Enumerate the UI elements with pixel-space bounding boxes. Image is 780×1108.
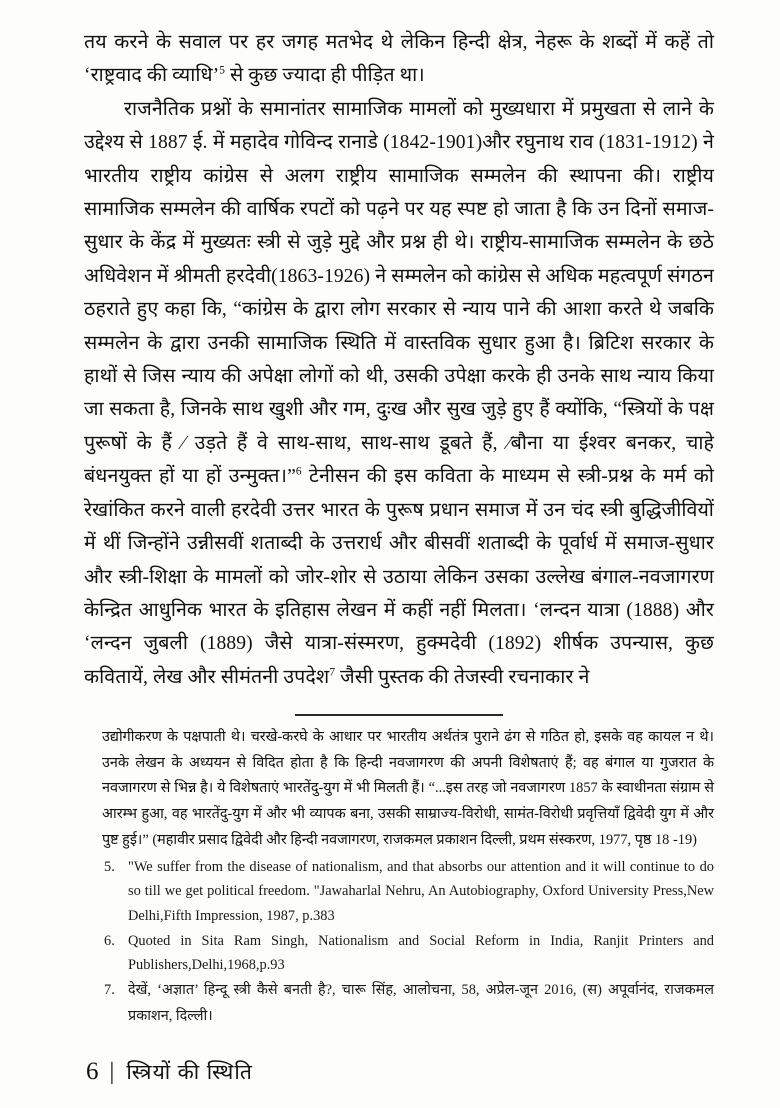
body-text-block [84,26,714,694]
footnote-marker: 7 [329,666,336,679]
footnote-number: 6. [104,932,115,949]
paragraph-2: राजनैतिक प्रश्नों के समानांतर सामाजिक मामलों को मुख्यधारा में प्रमुखता से लाने के उद्देश्य से 1887 ई. में महादेव गोविन्द रानाडे (1842-1901)और रघुनाथ राव (1831-1912) ने भारतीय राष्ट्रीय कांग्रेस से अलग राष्ट्रीय सामाजिक सम्मलेन की स्थापना की। राष्ट्रीय सामाजिक सम्मलेन की वार्षिक रपटों को पढ़ने पर यह स्पष्ट हो जाता है कि उन दिनों समाज-सुधार के केंद्र में मुख्यतः स्त्री से जुड़े मुद्दे और प्रश्न ही थे। राष्ट्रीय-सामाजिक सम्मलेन के छठे अधिवेशन में श्रीमती हरदेवी(1863-1926) ने सम्मलेन को कांग्रेस से अधिक महत्वपूर्ण संगठन ठहराते हुए कहा कि, “कांग्रेस के द्वारा लोग सरकार से न्याय पाने की आशा करते थे जबकि सम्मलेन के द्वारा उनकी सामाजिक स्थिति में वास्तविक सुधार हुआ है। ब्रिटिश सरकार के हाथों से जिस न्याय की अपेक्षा लोगों को थी, उसकी उपेक्षा करके ही उनके साथ न्याय किया जा सकता है, जिनके साथ खुशी और गम, दुःख और सुख जुड़े हुए हैं क्योंकि, “स्त्रियों के पक्ष पुरूषों के हैं ⁄ उड़ते हैं वे साथ-साथ, साथ-साथ डूबते हैं, ⁄बौना या ईश्वर बनकर, चाहे बंधनयुक्त हों या हों उन्मुक्त।”$^6$ टेनीसन की इस कविता के माध्यम से स्त्री-प्रश्न के मर्म को रेखांकित करने वाली हरदेवी उत्तर भारत के पुरूष प्रधान समाज में उन चंद स्त्री बुद्धिजीवियों में थीं जिन्होंने उन्नीसवीं शताब्दी के उत्तरार्ध और बीसवीं शताब्दी के पूर्वार्ध में समाज-सुधार और स्त्री-शिक्षा के मामलों को जोर-शोर से उठाया लेकिन उसका उल्लेख बंगाल-नवजागरण केन्द्रित आधुनिक भारत के इतिहास लेखन में कहीं नहीं मिलता। ‘लन्दन यात्रा (1888) और ‘लन्दन जुबली (1889) जैसे यात्रा-संस्मरण, हुक्मदेवी (1892) शीर्षक उपन्यास, कुछ कवितायें, लेख और सीमंतनी उपदेश$^7$ जैसी पुस्तक की तेजस्वी रचनाकार ने [84,98,714,688]
page-footer [86,1059,253,1084]
footnote-item [102,855,714,928]
footnote-item [102,978,714,1029]
footnote-text: देखें, ‘अज्ञात’ हिन्दू स्त्री कैसे बनती है?, चारू सिंह, आलोचना, 58, अप्रेल-जून 2016, (स) अपूर्वानंद, राजकमल प्रकाशन, दिल्ली। [128,982,714,1024]
footer-separator: | [109,1059,115,1085]
footnote-marker: 5 [219,64,226,77]
footnote-continued-text: उद्योगीकरण के पक्षपाती थे। चरखे-करघे के आधार पर भारतीय अर्थतंत्र पुराने ढंग से गठित हो, इसके वह कायल न थे। उनके लेखन के अध्ययन से विदित होता है कि हिन्दी नवजागरण की अपनी विशेषताएं हैं; वह बंगाल या गुजरात के नवजागरण से भिन्न है। ये विशेषताएं भारतेंदु-युग में भी मिलती हैं। “...इस तरह जो नवजागरण 1857 के स्वाधीनता संग्राम से आरम्भ हुआ, वह भारतेंदु-युग में और भी व्यापक बना, उसकी साम्राज्य-विरोधी, सामंत-विरोधी प्रवृत्तियाँ द्विवेदी युग में और पुष्ट हुई।” (महावीर प्रसाद द्विवेदी और हिन्दी नवजागरण, राजकमल प्रकाशन दिल्ली, प्रथम संस्करण, 1977, पृष्ठ 18 -19) [102,729,714,848]
page-content [84,26,714,1030]
footnote-text: Quoted in Sita Ram Singh, Nationalism and Social Reform in India, Ranjit Printers and Publishers,Delhi,1968,p.93 [128,932,714,973]
running-title: स्त्रियों की स्थिति [126,1060,253,1084]
footnote-separator-rule [295,714,503,716]
footnote-number: 5. [104,859,115,876]
page-number: 6 [86,1058,99,1085]
footnote-marker: 6 [295,465,302,478]
footnote-item [102,929,714,977]
footnote-number: 7. [104,982,115,999]
footnotes-section [102,725,714,1029]
paragraph-1: तय करने के सवाल पर हर जगह मतभेद थे लेकिन हिन्दी क्षेत्र, नेहरू के शब्दों में कहें तो ‘राष्ट्रवाद की व्याधि’$^5$ से कुछ ज्यादा ही पीड़ित था। [84,32,714,87]
footnote-text: "We suffer from the disease of nationalism, and that absorbs our attention and it will continue to do so till we get political freedom. "Jawaharlal Nehru, An Autobiography, Oxford University Press,New Delhi,Fifth Impression, 1987, p.383 [128,859,714,924]
